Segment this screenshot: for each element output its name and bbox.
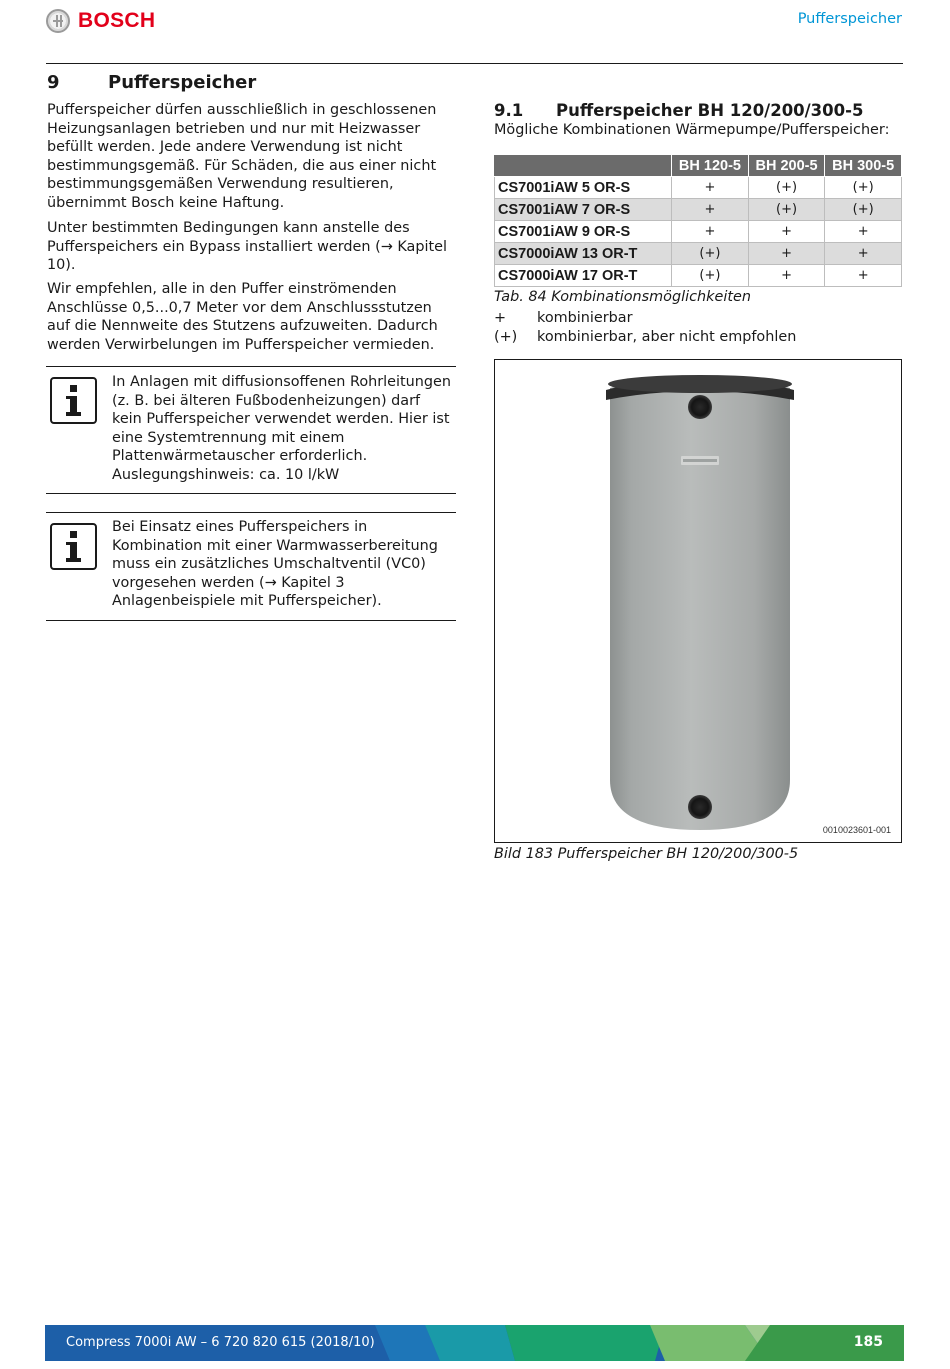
paragraph-usage: Pufferspeicher dürfen ausschließlich in geschlossenen Heizungsanlagen betrieben und nur mit Heizwasser befüllt werden. Jede andere Verwendung ist nicht bestimmungsgemäß. Für Schäden, die aus einer nicht bestimmungsgemäßen Verwendung resultieren, übernimmt Bosch keine Haftung. bbox=[47, 102, 437, 211]
legend-symbol: (+) bbox=[494, 328, 518, 345]
table-row bbox=[495, 221, 902, 243]
note-divider-bottom bbox=[46, 493, 456, 494]
table-cell: + bbox=[748, 265, 825, 287]
info-icon bbox=[50, 523, 97, 570]
note-switch-valve: Bei Einsatz eines Pufferspeichers in Kombination mit einer Warmwasserbereitung muss ein zusätzliches Umschaltventil (VC0) vorgesehen werden (→ Kapitel 3 Anlagenbeispiele mit Pufferspeicher). bbox=[112, 519, 438, 609]
chapter-number: 9 bbox=[47, 72, 60, 93]
table-row bbox=[495, 199, 902, 221]
buffer-tank-figure bbox=[494, 359, 902, 843]
brand-name: BOSCH bbox=[78, 9, 156, 32]
table-header-cell: BH 120-5 bbox=[672, 155, 749, 177]
figure-caption: Bild 183 Pufferspeicher BH 120/200/300-5 bbox=[494, 846, 799, 862]
table-cell: + bbox=[672, 221, 749, 243]
table-cell: (+) bbox=[825, 177, 902, 199]
table-legend bbox=[494, 309, 796, 346]
running-header: Pufferspeicher bbox=[797, 11, 902, 27]
footer-document-info: Compress 7000i AW – 6 720 820 615 (2018/10) bbox=[66, 1335, 375, 1350]
table-cell: (+) bbox=[672, 265, 749, 287]
figure-id: 0010023601-001 bbox=[822, 825, 891, 835]
paragraph-recommendation: Wir empfehlen, alle in den Puffer einströmenden Anschlüsse 0,5...0,7 Meter vor dem Anschlussstutzen auf die Nennweite des Stutzens aufzuweiten. Dadurch werden Verwirbelungen im Pufferspeicher vermieden. bbox=[47, 281, 438, 353]
table-cell: CS7000iAW 17 OR-T bbox=[495, 265, 672, 287]
table-row bbox=[495, 243, 902, 265]
table-cell: + bbox=[748, 243, 825, 265]
table-cell: + bbox=[825, 265, 902, 287]
legend-symbol: + bbox=[494, 310, 507, 326]
table-row bbox=[495, 265, 902, 287]
note-diffusion: In Anlagen mit diffusionsoffenen Rohrleitungen (z. B. bei älteren Fußbodenheizungen) darf kein Pufferspeicher verwendet werden. Hier ist eine Systemtrennung mit einem Plattenwärmetauscher erforderlich. Auslegungshinweis: ca. 10 l/kW bbox=[112, 374, 452, 483]
table-header-cell bbox=[495, 155, 672, 177]
table-cell: (+) bbox=[825, 199, 902, 221]
table-cell: + bbox=[672, 177, 749, 199]
bosch-logo-icon bbox=[46, 9, 70, 33]
chapter-title: Pufferspeicher bbox=[108, 72, 257, 93]
table-cell: CS7001iAW 7 OR-S bbox=[495, 199, 672, 221]
table-header-cell: BH 200-5 bbox=[748, 155, 825, 177]
table-cell: + bbox=[825, 221, 902, 243]
buffer-tank-illustration bbox=[495, 360, 901, 842]
bosch-logo bbox=[46, 8, 155, 34]
table-cell: CS7001iAW 9 OR-S bbox=[495, 221, 672, 243]
section-number: 9.1 bbox=[494, 101, 524, 120]
table-cell: + bbox=[825, 243, 902, 265]
table-row bbox=[495, 177, 902, 199]
table-cell: CS7000iAW 13 OR-T bbox=[495, 243, 672, 265]
table-cell: (+) bbox=[748, 177, 825, 199]
table-cell: + bbox=[748, 221, 825, 243]
table-cell: (+) bbox=[748, 199, 825, 221]
legend-item bbox=[494, 309, 796, 328]
legend-item bbox=[494, 328, 796, 347]
section-intro: Mögliche Kombinationen Wärmepumpe/Pufferspeicher: bbox=[494, 122, 890, 138]
table-cell: + bbox=[672, 199, 749, 221]
table-header-cell: BH 300-5 bbox=[825, 155, 902, 177]
page-number: 185 bbox=[853, 1334, 883, 1350]
section-title: Pufferspeicher BH 120/200/300-5 bbox=[556, 101, 864, 120]
note-divider-top bbox=[46, 512, 456, 513]
table-header-row bbox=[495, 155, 902, 177]
paragraph-bypass: Unter bestimmten Bedingungen kann anstelle des Pufferspeichers ein Bypass installiert werden (→ Kapitel 10). bbox=[47, 220, 447, 273]
combination-table bbox=[494, 154, 902, 287]
info-icon bbox=[50, 377, 97, 424]
table-cell: CS7001iAW 5 OR-S bbox=[495, 177, 672, 199]
note-divider-bottom bbox=[46, 620, 456, 621]
header-divider bbox=[46, 63, 903, 64]
table-cell: (+) bbox=[672, 243, 749, 265]
legend-text: kombinierbar bbox=[537, 310, 633, 326]
note-divider-top bbox=[46, 366, 456, 367]
legend-text: kombinierbar, aber nicht empfohlen bbox=[537, 328, 797, 345]
table-caption: Tab. 84 Kombinationsmöglichkeiten bbox=[494, 289, 751, 305]
